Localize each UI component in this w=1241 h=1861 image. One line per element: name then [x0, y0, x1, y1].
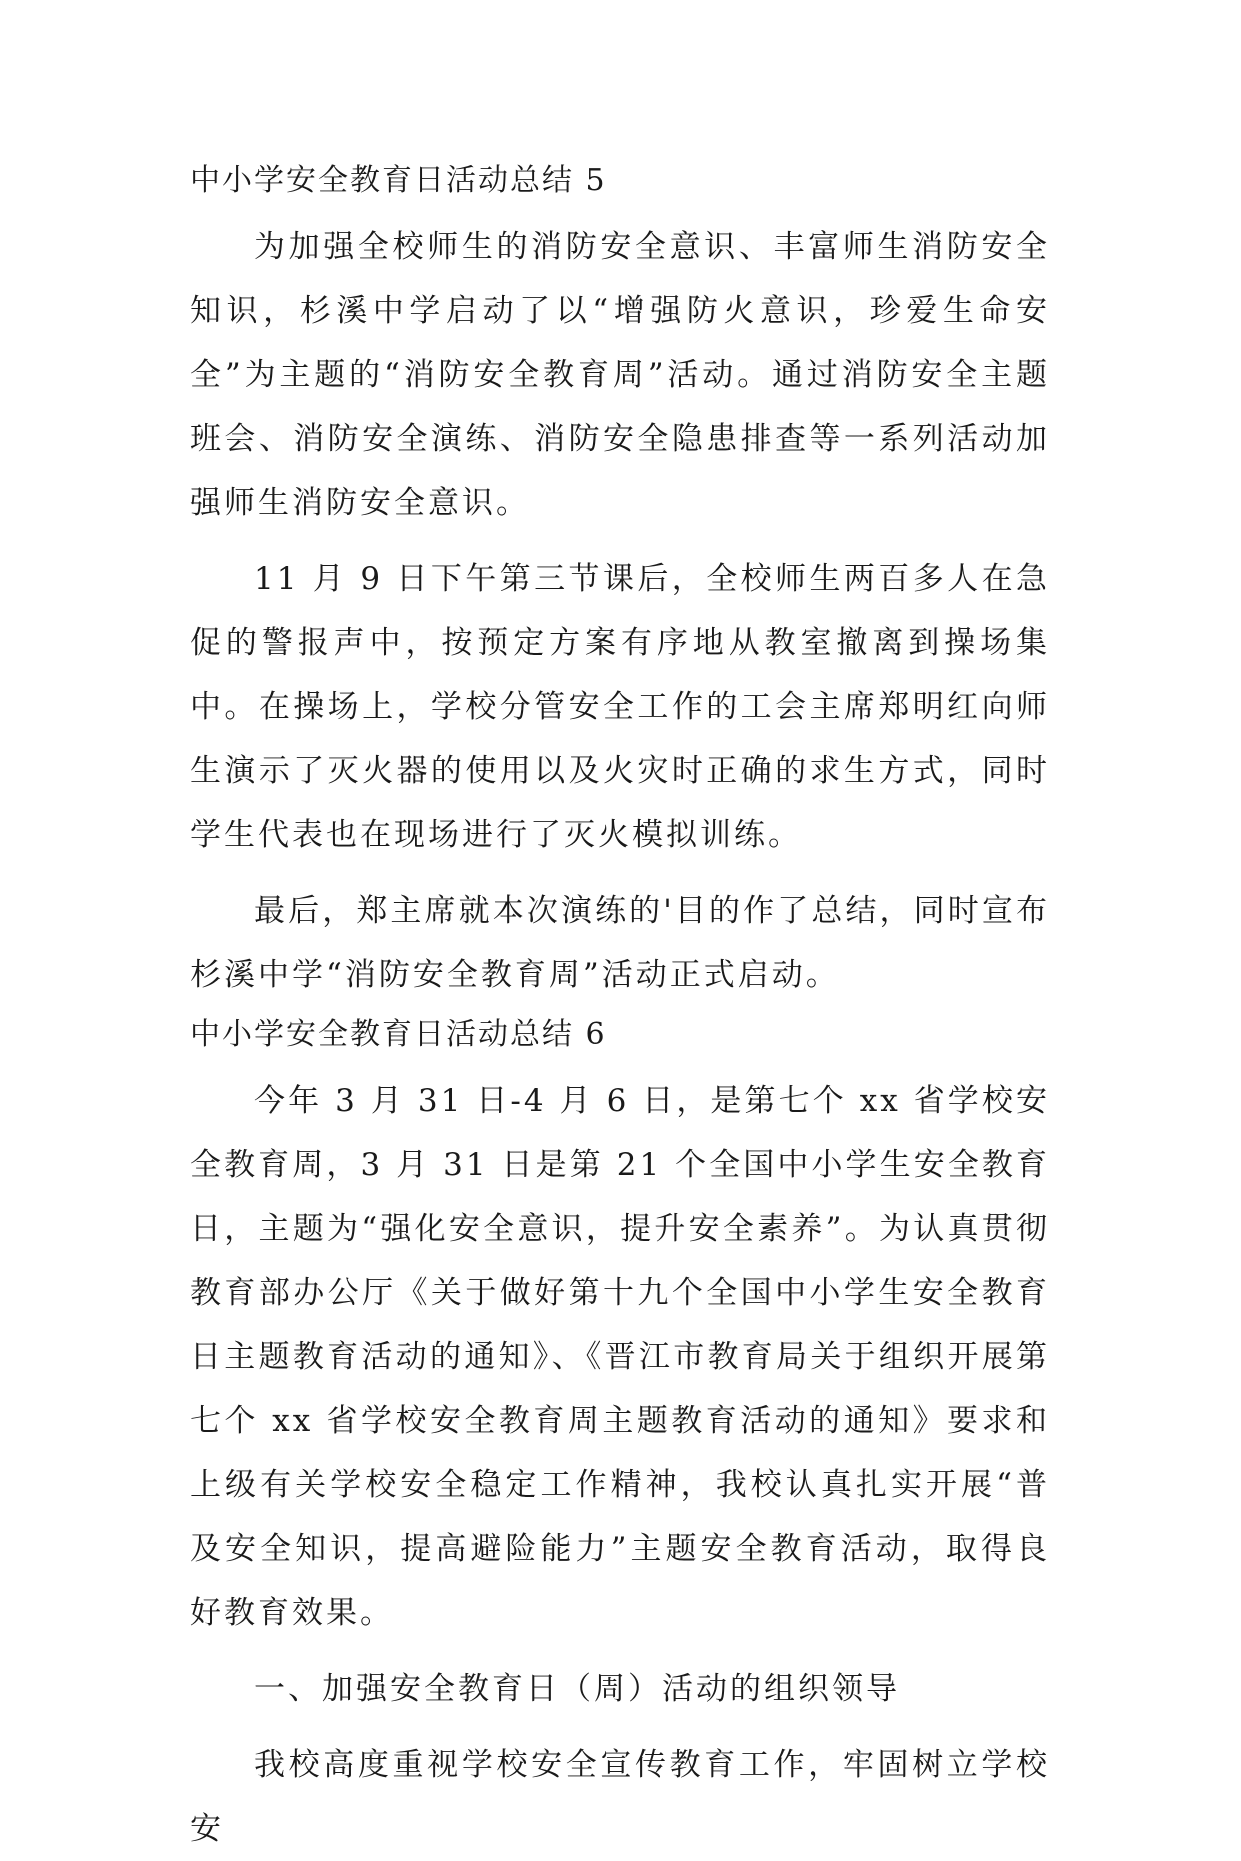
document-body: [190, 161, 1050, 1861]
section-6-title: 中小学安全教育日活动总结 6: [190, 1017, 607, 1052]
section-6-paragraph-1: 今年 3 月 31 日-4 月 6 日，是第七个 xx 省学校安全教育周，3 月 31 日是第 21 个全国中小学生安全教育日，主题为“强化安全意识，提升安全素养”。为认真贯彻教育部办公厅《关于做好第十九个全国中小学生安全教育日主题教育活动的通知》、《晋江市教育局关于组织开展第七个 xx 省学校安全教育周主题教育活动的通知》要求和上级有关学校安全稳定工作精神，我校认真扎实开展“普及安全知识，提高避险能力”主题安全教育活动，取得良好教育效果。: [190, 1083, 1050, 1631]
section-5-paragraph-3: 最后，郑主席就本次演练的'目的作了总结，同时宣布杉溪中学“消防安全教育周”活动正式启动。: [190, 893, 1050, 993]
section-5-title: 中小学安全教育日活动总结 5: [190, 163, 607, 198]
section-5-paragraph-1: 为加强全校师生的消防安全意识、丰富师生消防安全知识，杉溪中学启动了以“增强防火意识，珍爱生命安全”为主题的“消防安全教育周”活动。通过消防安全主题班会、消防安全演练、消防安全隐患排查等一系列活动加强师生消防安全意识。: [190, 229, 1050, 521]
section-5-paragraph-2: 11 月 9 日下午第三节课后，全校师生两百多人在急促的警报声中，按预定方案有序地从教室撤离到操场集中。在操场上，学校分管安全工作的工会主席郑明红向师生演示了灭火器的使用以及火灾时正确的求生方式，同时学生代表也在现场进行了灭火模拟训练。: [190, 561, 1050, 853]
section-6-paragraph-2: 我校高度重视学校安全宣传教育工作，牢固树立学校安: [190, 1747, 1050, 1847]
section-6-subheading-1: 一、加强安全教育日（周）活动的组织领导: [254, 1671, 900, 1707]
